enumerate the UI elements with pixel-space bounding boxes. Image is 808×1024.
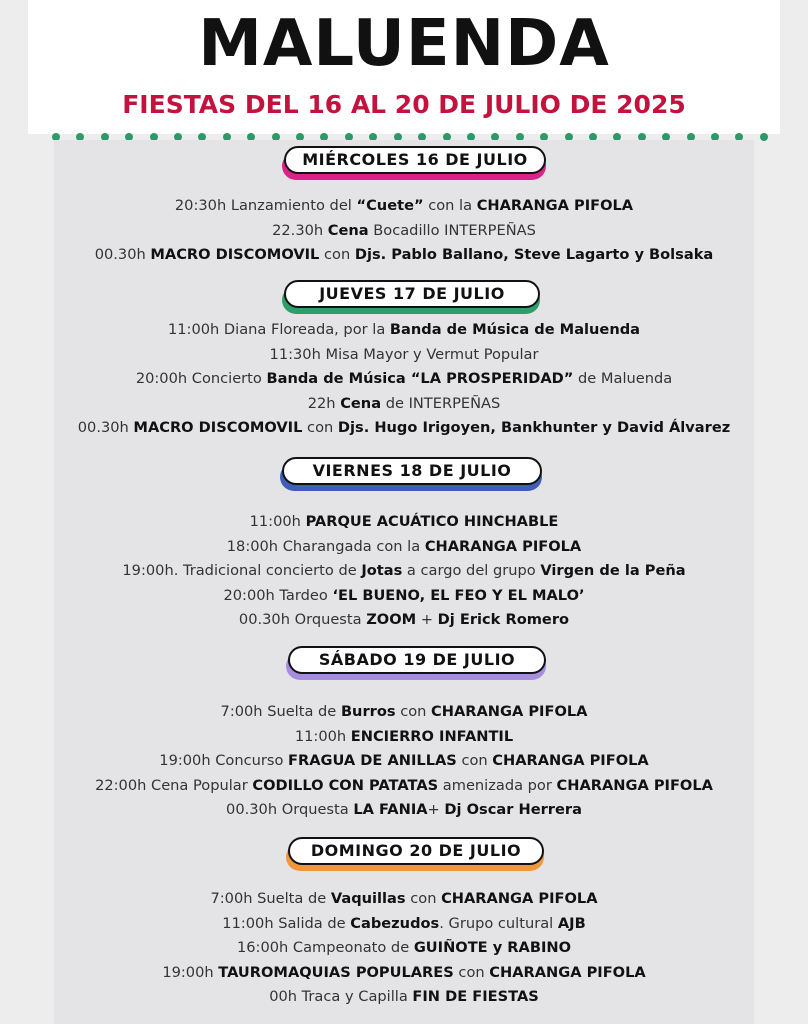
event-list [54,887,754,1010]
day-label: SÁBADO 19 DE JULIO [288,646,546,674]
day-header [54,146,754,182]
event-line: 7:00h Suelta de Burros con CHARANGA PIFOLA [220,703,588,720]
event-line: 00.30h Orquesta LA FANIA+ Dj Oscar Herrera [226,801,582,818]
header [28,0,780,134]
event-line: 11:00h Salida de Cabezudos. Grupo cultural AJB [222,914,586,932]
event-line: 11:00h PARQUE ACUÁTICO HINCHABLE [249,513,559,530]
day-header [54,646,754,682]
event-line: 00.30h MACRO DISCOMOVIL con Djs. Hugo Irigoyen, Bankhunter y David Álvarez [77,419,731,436]
day-header [54,837,754,873]
day-label: VIERNES 18 DE JULIO [282,457,542,485]
event-line: 11:30h Misa Mayor y Vermut Popular [269,345,539,363]
event-line: 00.30h MACRO DISCOMOVIL con Djs. Pablo Ballano, Steve Lagarto y Bolsaka [94,246,714,263]
event-line: 11:00h Diana Floreada, por la Banda de Música de Maluenda [167,321,641,338]
schedule [54,140,754,1024]
event-list [54,318,754,441]
event-line: 19:00h TAUROMAQUIAS POPULARES con CHARANGA PIFOLA [162,963,646,981]
event-line: 18:00h Charangada con la CHARANGA PIFOLA [226,537,582,555]
day-header [54,457,754,493]
event-line: 20:30h Lanzamiento del “Cuete” con la CHARANGA PIFOLA [174,197,634,214]
event-list [54,700,754,823]
day-label: JUEVES 17 DE JULIO [284,280,540,308]
event-line: 00.30h Orquesta ZOOM + Dj Erick Romero [238,611,570,628]
event-line: 22h Cena de INTERPEÑAS [307,394,501,412]
event-line: 19:00h Concurso FRAGUA DE ANILLAS con CHARANGA PIFOLA [159,752,649,769]
event-line: 16:00h Campeonato de GUIÑOTE y RABINO [236,939,571,956]
event-line: 11:00h ENCIERRO INFANTIL [294,727,514,745]
event-line: 22.30h Cena Bocadillo INTERPEÑAS [272,221,536,239]
event-line: 20:00h Concierto Banda de Música “LA PROSPERIDAD” de Maluenda [135,370,673,387]
event-list [54,194,754,268]
divider-dot [760,133,768,141]
event-line: 7:00h Suelta de Vaquillas con CHARANGA PIFOLA [210,890,598,907]
day-label: MIÉRCOLES 16 DE JULIO [284,146,546,174]
day-header [54,280,754,316]
page-title: MALUENDA [198,7,610,81]
event-line: 20:00h Tardeo ‘EL BUENO, EL FEO Y EL MALO’ [223,586,585,604]
day-label: DOMINGO 20 DE JULIO [288,837,544,865]
event-list [54,510,754,633]
event-line: 22:00h Cena Popular CODILLO CON PATATAS amenizada por CHARANGA PIFOLA [95,776,713,794]
event-line: 19:00h. Tradicional concierto de Jotas a cargo del grupo Virgen de la Peña [122,562,686,579]
event-line: 00h Traca y Capilla FIN DE FIESTAS [269,988,539,1005]
page-subtitle: FIESTAS DEL 16 AL 20 DE JULIO DE 2025 [122,90,686,119]
